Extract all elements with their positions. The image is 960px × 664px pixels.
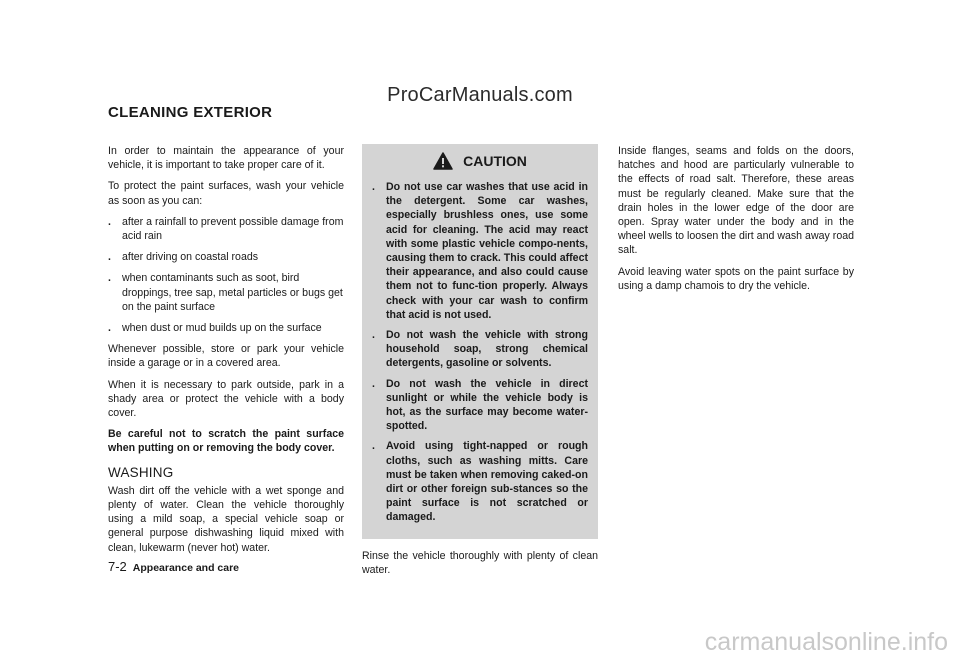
list-item-text: after driving on coastal roads xyxy=(122,251,259,264)
column-right xyxy=(618,144,854,300)
list-item-text: when dust or mud builds up on the surface xyxy=(122,322,322,335)
list-item xyxy=(108,321,344,335)
protect-paragraph: To protect the paint surfaces, wash your vehicle as soon as you can: xyxy=(108,180,344,207)
list-item xyxy=(108,215,344,243)
bullet-icon: . xyxy=(372,377,375,390)
washing-heading: WASHING xyxy=(108,464,174,480)
watermark-carmanualsonline: carmanualsonline.info xyxy=(704,628,948,656)
bullet-icon: . xyxy=(108,215,111,228)
rinse-paragraph: Rinse the vehicle thoroughly with plenty of clean water. xyxy=(362,549,598,576)
flanges-paragraph: Inside flanges, seams and folds on the doors, hatches and hood are particularly vulnerable to the effects of road salt. Therefore, these areas must be regularly cleaned. Make sure that the drain holes in the lower edge of the door are open. Spray water under the body and in the wheel wells to loosen the dirt and wash away road salt. xyxy=(618,145,854,257)
bullet-icon: . xyxy=(108,251,111,264)
store-paragraph: Whenever possible, store or park your vehicle inside a garage or in a covered area. xyxy=(108,343,344,370)
bullet-icon: . xyxy=(372,440,375,453)
warning-triangle-icon xyxy=(433,152,453,170)
watermark-procarmanuals: ProCarManuals.com xyxy=(387,84,573,106)
footer-section-name: Appearance and care xyxy=(132,562,240,574)
bullet-icon: . xyxy=(372,181,375,193)
list-item-text: after a rainfall to prevent possible damage from acid rain xyxy=(122,215,344,243)
list-item-text: Do not wash the vehicle in direct sunlight or while the vehicle body is hot, as the surface may become water-spotted. xyxy=(386,377,588,433)
list-item xyxy=(372,439,588,524)
caution-title: CAUTION xyxy=(463,152,527,169)
list-item xyxy=(108,271,344,314)
bullet-icon: . xyxy=(108,272,111,285)
list-item xyxy=(372,377,588,434)
list-item xyxy=(108,250,344,264)
list-item xyxy=(372,328,588,371)
list-item xyxy=(372,180,588,322)
water-spots-paragraph: Avoid leaving water spots on the paint surface by using a damp chamois to dry the vehicle. xyxy=(618,265,854,292)
page-number: 7-2 xyxy=(108,559,127,574)
bullet-icon: . xyxy=(372,329,375,342)
body-cover-warning: Be careful not to scratch the paint surface when putting on or removing the body cover. xyxy=(108,428,344,455)
bullet-icon: . xyxy=(108,322,111,335)
list-item-text: Avoid using tight-napped or rough cloths, such as washing mitts. Care must be taken when removing caked-on dirt or other foreign sub-stances so the paint surface is not scratched or damaged. xyxy=(386,440,588,524)
washing-paragraph: Wash dirt off the vehicle with a wet sponge and plenty of water. Clean the vehicle thoroughly using a mild soap, a special vehicle soap or general purpose dishwashing liquid mixed with clean, lukewarm (never hot) water. xyxy=(108,484,344,554)
intro-paragraph: In order to maintain the appearance of your vehicle, it is important to take proper care of it. xyxy=(108,145,344,172)
page-footer xyxy=(108,559,239,574)
caution-header xyxy=(372,152,588,170)
section-title: CLEANING EXTERIOR xyxy=(108,104,273,121)
column-left xyxy=(108,144,344,562)
park-paragraph: When it is necessary to park outside, park in a shady area or protect the vehicle with a body cover. xyxy=(108,378,344,420)
list-item-text: Do not use car washes that use acid in the detergent. Some car washes, especially brushless ones, use some acid for cleaning. The acid may react with some plastic vehicle compo-nents, causing them to crack. This could affect their appearance, and also could cause them not to func-tion properly. Always check with your car wash to confirm that acid is not used. xyxy=(386,181,588,321)
list-item-text: when contaminants such as soot, bird droppings, tree sap, metal particles or bugs get on the paint surface xyxy=(122,272,343,313)
caution-box xyxy=(362,144,598,539)
list-item-text: Do not wash the vehicle with strong household soap, strong chemical detergents, gasoline or solvents. xyxy=(386,329,588,370)
column-middle xyxy=(362,144,598,584)
